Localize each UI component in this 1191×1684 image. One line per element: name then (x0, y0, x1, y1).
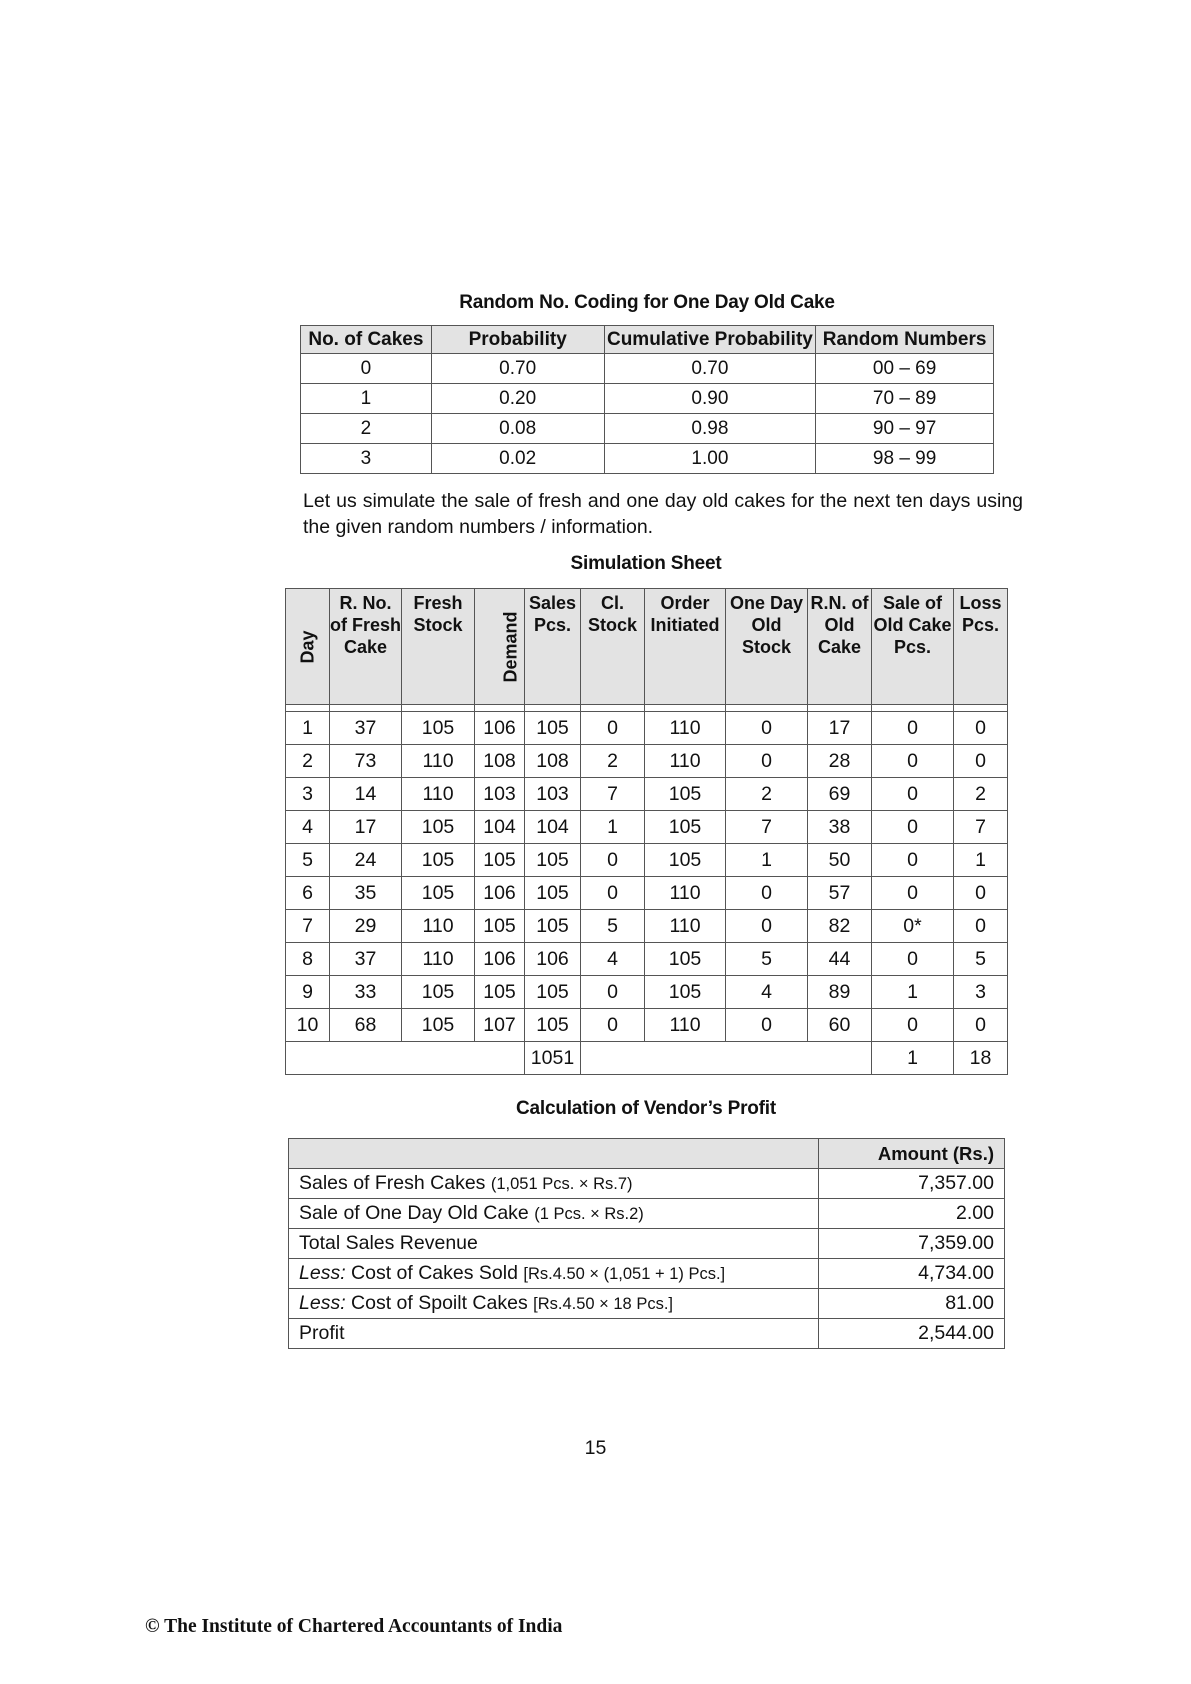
table-cell: 1 (286, 712, 330, 745)
table-cell: 68 (330, 1009, 402, 1042)
totals-row (286, 1042, 1008, 1075)
table-cell: 3 (954, 976, 1008, 1009)
table-cell: 0.08 (431, 414, 604, 444)
profit-title: Calculation of Vendor’s Profit (515, 1098, 777, 1119)
table-cell: 14 (330, 778, 402, 811)
table-cell: 105 (525, 844, 581, 877)
table-cell: 1.00 (604, 444, 816, 474)
table-row (289, 1289, 1005, 1319)
profit-description (289, 1169, 819, 1199)
coding-table-body (301, 354, 994, 474)
profit-note: (1,051 Pcs. × Rs.7) (490, 1175, 633, 1193)
profit-label: Sale of One Day Old Cake (299, 1202, 529, 1224)
column-header-rno: R. No. of Fresh Cake (330, 589, 402, 705)
table-row (301, 414, 994, 444)
column-header: No. of Cakes (301, 326, 432, 354)
total-loss: 18 (954, 1042, 1008, 1075)
table-cell: 0 (581, 877, 645, 910)
table-cell: 110 (645, 877, 726, 910)
table-cell: 90 – 97 (816, 414, 994, 444)
table-cell: 105 (525, 910, 581, 943)
table-cell: 0 (872, 1009, 954, 1042)
profit-amount: 7,359.00 (819, 1229, 1005, 1259)
table-cell: 2 (954, 778, 1008, 811)
table-cell: 105 (402, 811, 475, 844)
table-cell: 17 (808, 712, 872, 745)
table-cell: 33 (330, 976, 402, 1009)
table-cell: 98 – 99 (816, 444, 994, 474)
total-sales: 1051 (525, 1042, 581, 1075)
table-cell: 2 (581, 745, 645, 778)
column-header-old-stock: One Day Old Stock (726, 589, 808, 705)
column-header-sales: Sales Pcs. (525, 589, 581, 705)
column-header-demand (475, 589, 525, 705)
table-cell: 69 (808, 778, 872, 811)
column-header-order: Order Initiated (645, 589, 726, 705)
table-cell: 104 (475, 811, 525, 844)
table-cell: 7 (726, 811, 808, 844)
spacer-cell (872, 705, 954, 712)
table-cell: 105 (402, 844, 475, 877)
profit-description (289, 1259, 819, 1289)
table-cell: 1 (954, 844, 1008, 877)
table-row (289, 1259, 1005, 1289)
table-cell: 110 (402, 778, 475, 811)
table-cell: 105 (525, 877, 581, 910)
simulation-table-body (286, 705, 1008, 1042)
table-cell: 0 (872, 943, 954, 976)
table-cell: 1 (581, 811, 645, 844)
demand-header-label: Demand (500, 610, 521, 683)
profit-description (289, 1229, 819, 1259)
table-row (286, 943, 1008, 976)
table-cell: 0.90 (604, 384, 816, 414)
profit-description (289, 1289, 819, 1319)
table-cell: 2 (286, 745, 330, 778)
less-prefix: Less: (299, 1292, 346, 1314)
table-cell: 5 (726, 943, 808, 976)
table-cell: 0 (726, 877, 808, 910)
table-row (286, 976, 1008, 1009)
table-cell: 0 (581, 844, 645, 877)
spacer-cell (286, 705, 330, 712)
table-cell: 0.98 (604, 414, 816, 444)
table-row (289, 1229, 1005, 1259)
table-row (286, 910, 1008, 943)
profit-description (289, 1199, 819, 1229)
profit-amount: 2,544.00 (819, 1319, 1005, 1349)
table-cell: 1 (726, 844, 808, 877)
table-row (289, 1169, 1005, 1199)
table-cell: 0.02 (431, 444, 604, 474)
table-cell: 0 (726, 712, 808, 745)
table-cell: 0 (954, 745, 1008, 778)
table-cell: 110 (402, 943, 475, 976)
table-cell: 105 (402, 1009, 475, 1042)
table-cell: 110 (402, 910, 475, 943)
spacer-cell (330, 705, 402, 712)
table-cell: 0 (872, 745, 954, 778)
table-cell: 0 (954, 910, 1008, 943)
table-cell: 4 (581, 943, 645, 976)
table-header-row (301, 326, 994, 354)
column-header: Random Numbers (816, 326, 994, 354)
table-cell: 2 (301, 414, 432, 444)
table-cell: 10 (286, 1009, 330, 1042)
table-cell: 44 (808, 943, 872, 976)
profit-note: (1 Pcs. × Rs.2) (534, 1205, 644, 1223)
table-cell: 0 (581, 1009, 645, 1042)
random-coding-table (300, 325, 994, 474)
table-cell: 38 (808, 811, 872, 844)
table-cell: 1 (872, 976, 954, 1009)
profit-label: Profit (299, 1322, 345, 1344)
totals-blank (581, 1042, 872, 1075)
profit-note: [Rs.4.50 × 18 Pcs.] (533, 1295, 673, 1313)
spacer-cell (402, 705, 475, 712)
table-row (286, 844, 1008, 877)
table-cell: 0 (872, 778, 954, 811)
table-cell: 50 (808, 844, 872, 877)
profit-amount: 4,734.00 (819, 1259, 1005, 1289)
table-cell: 103 (525, 778, 581, 811)
table-cell: 57 (808, 877, 872, 910)
coding-table-title: Random No. Coding for One Day Old Cake (459, 292, 835, 313)
spacer-cell (645, 705, 726, 712)
table-cell: 0 (581, 976, 645, 1009)
total-sale-old: 1 (872, 1042, 954, 1075)
table-cell: 0.20 (431, 384, 604, 414)
table-cell: 105 (645, 811, 726, 844)
profit-description (289, 1319, 819, 1349)
simulation-title: Simulation Sheet (570, 553, 722, 574)
table-cell: 70 – 89 (816, 384, 994, 414)
table-row (301, 384, 994, 414)
table-cell: 28 (808, 745, 872, 778)
table-cell: 9 (286, 976, 330, 1009)
column-header-cl-stock: Cl. Stock (581, 589, 645, 705)
table-cell: 7 (286, 910, 330, 943)
table-cell: 0 (872, 877, 954, 910)
profit-label: Cost of Spoilt Cakes (351, 1292, 528, 1314)
table-row (286, 811, 1008, 844)
table-cell: 00 – 69 (816, 354, 994, 384)
table-cell: 3 (301, 444, 432, 474)
table-cell: 5 (581, 910, 645, 943)
table-cell: 1 (301, 384, 432, 414)
table-row (289, 1319, 1005, 1349)
table-cell: 103 (475, 778, 525, 811)
table-cell: 89 (808, 976, 872, 1009)
day-header-label: Day (297, 629, 318, 664)
table-cell: 107 (475, 1009, 525, 1042)
table-cell: 0 (872, 712, 954, 745)
profit-amount: 2.00 (819, 1199, 1005, 1229)
table-row (301, 354, 994, 384)
table-cell: 105 (645, 778, 726, 811)
table-header-row (289, 1139, 1005, 1169)
column-header-loss: Loss Pcs. (954, 589, 1008, 705)
table-cell: 106 (525, 943, 581, 976)
table-cell: 17 (330, 811, 402, 844)
profit-label: Sales of Fresh Cakes (299, 1172, 486, 1194)
table-cell: 0.70 (604, 354, 816, 384)
table-cell: 105 (645, 943, 726, 976)
profit-amount: 81.00 (819, 1289, 1005, 1319)
table-cell: 0 (726, 745, 808, 778)
table-cell: 105 (525, 976, 581, 1009)
table-cell: 2 (726, 778, 808, 811)
table-cell: 106 (475, 943, 525, 976)
profit-note: [Rs.4.50 × (1,051 + 1) Pcs.] (523, 1265, 726, 1283)
table-cell: 105 (402, 976, 475, 1009)
table-cell: 5 (954, 943, 1008, 976)
table-cell: 0 (872, 811, 954, 844)
table-cell: 0.70 (431, 354, 604, 384)
table-cell: 105 (525, 1009, 581, 1042)
table-cell: 5 (286, 844, 330, 877)
table-cell: 110 (645, 1009, 726, 1042)
table-cell: 106 (475, 877, 525, 910)
column-header-blank (289, 1139, 819, 1169)
table-cell: 105 (475, 910, 525, 943)
table-cell: 0 (301, 354, 432, 384)
table-cell: 105 (402, 877, 475, 910)
spacer-cell (808, 705, 872, 712)
table-cell: 108 (475, 745, 525, 778)
footer-copyright: © The Institute of Chartered Accountants of India (145, 1616, 563, 1637)
table-cell: 37 (330, 712, 402, 745)
table-cell: 0 (872, 844, 954, 877)
table-header-row (286, 589, 1008, 705)
table-cell: 105 (402, 712, 475, 745)
spacer-cell (475, 705, 525, 712)
table-row (289, 1199, 1005, 1229)
table-cell: 105 (475, 844, 525, 877)
table-cell: 108 (525, 745, 581, 778)
profit-label: Total Sales Revenue (299, 1232, 478, 1254)
table-cell: 0 (726, 1009, 808, 1042)
table-cell: 105 (645, 844, 726, 877)
column-header-sale-old: Sale of Old Cake Pcs. (872, 589, 954, 705)
table-cell: 0 (726, 910, 808, 943)
table-cell: 29 (330, 910, 402, 943)
table-cell: 73 (330, 745, 402, 778)
table-cell: 7 (954, 811, 1008, 844)
column-header: Cumulative Probability (604, 326, 816, 354)
table-cell: 105 (645, 976, 726, 1009)
column-header-day (286, 589, 330, 705)
table-cell: 35 (330, 877, 402, 910)
table-row (286, 778, 1008, 811)
table-cell: 24 (330, 844, 402, 877)
table-cell: 110 (645, 910, 726, 943)
table-cell: 110 (645, 745, 726, 778)
spacer-cell (954, 705, 1008, 712)
table-cell: 0* (872, 910, 954, 943)
table-cell: 6 (286, 877, 330, 910)
less-prefix: Less: (299, 1262, 346, 1284)
table-cell: 105 (475, 976, 525, 1009)
table-cell: 0 (954, 1009, 1008, 1042)
spacer-cell (581, 705, 645, 712)
table-cell: 0 (954, 712, 1008, 745)
table-cell: 4 (726, 976, 808, 1009)
table-cell: 3 (286, 778, 330, 811)
spacer-cell (726, 705, 808, 712)
column-header-rn-old: R.N. of Old Cake (808, 589, 872, 705)
table-row (301, 444, 994, 474)
totals-blank (286, 1042, 525, 1075)
table-row (286, 877, 1008, 910)
table-cell: 60 (808, 1009, 872, 1042)
table-cell: 110 (402, 745, 475, 778)
table-cell: 106 (475, 712, 525, 745)
table-cell: 8 (286, 943, 330, 976)
column-header-fresh-stock: Fresh Stock (402, 589, 475, 705)
page-number: 15 (584, 1437, 607, 1459)
table-row (286, 712, 1008, 745)
profit-table-body (289, 1169, 1005, 1349)
table-cell: 82 (808, 910, 872, 943)
table-cell: 7 (581, 778, 645, 811)
simulation-table (285, 588, 1008, 1075)
profit-amount: 7,357.00 (819, 1169, 1005, 1199)
table-row (286, 1009, 1008, 1042)
spacer-cell (525, 705, 581, 712)
intro-paragraph: Let us simulate the sale of fresh and one day old cakes for the next ten days using the given random numbers / information. (303, 490, 1023, 538)
profit-table (288, 1138, 1005, 1349)
column-header: Probability (431, 326, 604, 354)
column-header-amount: Amount (Rs.) (819, 1139, 1005, 1169)
table-cell: 4 (286, 811, 330, 844)
table-row (286, 745, 1008, 778)
spacer-row (286, 705, 1008, 712)
table-cell: 104 (525, 811, 581, 844)
table-cell: 0 (954, 877, 1008, 910)
table-cell: 110 (645, 712, 726, 745)
table-cell: 37 (330, 943, 402, 976)
profit-label: Cost of Cakes Sold (351, 1262, 518, 1284)
table-cell: 0 (581, 712, 645, 745)
table-cell: 105 (525, 712, 581, 745)
